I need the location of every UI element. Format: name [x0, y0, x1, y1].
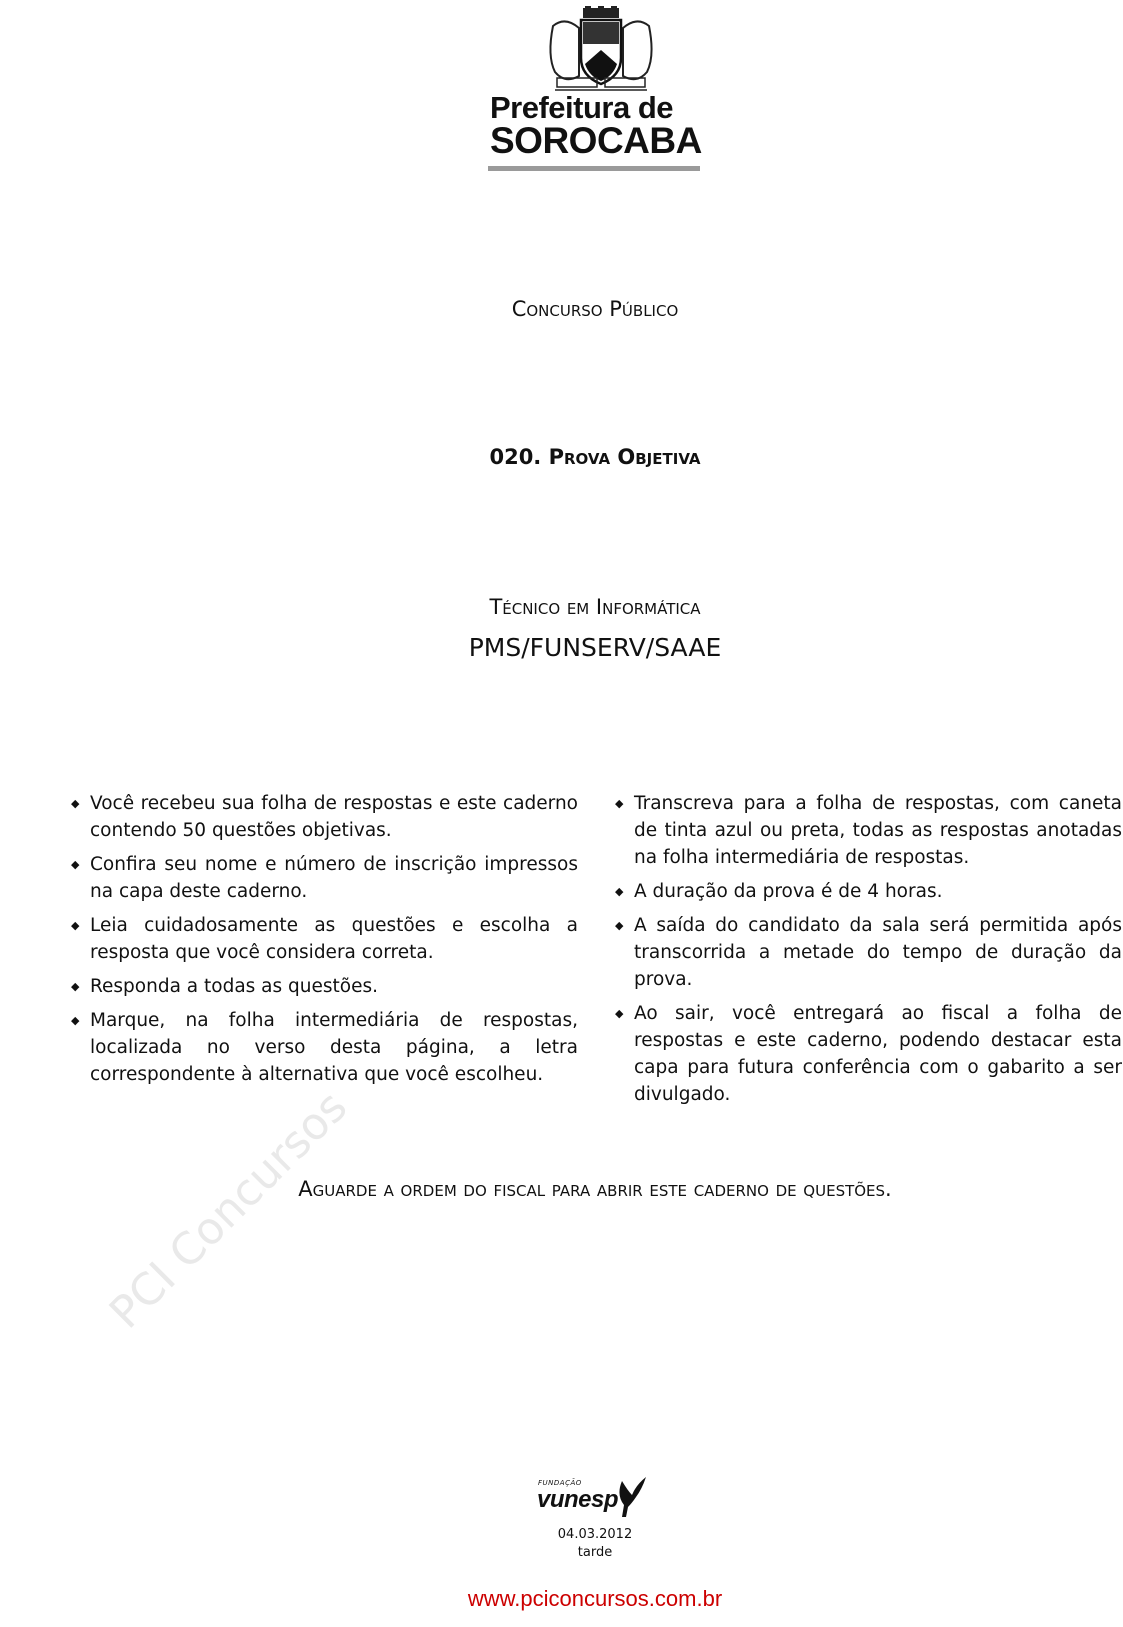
instruction-item: ◆ Responda a todas as questões. [68, 973, 578, 1000]
exam-type-heading: Concurso Público [511, 297, 679, 321]
bullet-icon: ◆ [615, 1007, 624, 1020]
bullet-icon: ◆ [615, 919, 624, 932]
instructions-left-column [68, 790, 578, 1095]
instruction-item: ◆ A saída do candidato da sala será permitida após transcorrida a metade do tempo de duração da prova. [612, 912, 1122, 993]
bullet-icon: ◆ [615, 797, 624, 810]
vunesp-logo-text: vunesp [537, 1486, 619, 1513]
bullet-icon: ◆ [615, 885, 624, 898]
exam-title: 020. Prova Objetiva [489, 445, 701, 469]
instruction-item: ◆ Ao sair, você entregará ao fiscal a folha de respostas e este caderno, podendo destacar esta capa para futura conferência com o gabarito a ser divulgado. [612, 1000, 1122, 1108]
bullet-icon: ◆ [71, 980, 80, 993]
bullet-icon: ◆ [71, 797, 80, 810]
exam-date: 04.03.2012 [557, 1527, 633, 1542]
watermark-text: PCI Concursos [99, 1081, 358, 1339]
exam-period: tarde [577, 1545, 613, 1560]
bullet-icon: ◆ [71, 919, 80, 932]
website-link[interactable]: www.pciconcursos.com.br [467, 1586, 723, 1611]
job-title: Técnico em Informática [489, 595, 701, 619]
logo-title-line2: SOROCABA [490, 120, 702, 161]
coat-of-arms-icon [545, 6, 657, 98]
organization: PMS/FUNSERV/SAAE [468, 633, 722, 662]
bullet-icon: ◆ [71, 858, 80, 871]
instruction-item: ◆ Confira seu nome e número de inscrição impressos na capa deste caderno. [68, 851, 578, 905]
instruction-item: ◆ Você recebeu sua folha de respostas e este caderno contendo 50 questões objetivas. [68, 790, 578, 844]
foundation-label: FUNDAÇÃO [538, 1479, 582, 1487]
bullet-icon: ◆ [71, 1014, 80, 1027]
instruction-item: ◆ Transcreva para a folha de respostas, com caneta de tinta azul ou preta, todas as respostas anotadas na folha intermediária de respostas. [612, 790, 1122, 871]
instruction-item: ◆ Leia cuidadosamente as questões e escolha a resposta que você considera correta. [68, 912, 578, 966]
instruction-item: ◆ Marque, na folha intermediária de respostas, localizada no verso desta página, a letra correspondente à alternativa que você escolheu. [68, 1007, 578, 1088]
logo-underline [488, 166, 700, 171]
wait-notice: Aguarde a ordem do fiscal para abrir este caderno de questões. [298, 1177, 892, 1201]
instruction-item: ◆ A duração da prova é de 4 horas. [612, 878, 1122, 905]
instructions-right-column [612, 790, 1122, 1115]
logo-title-line1: Prefeitura de [490, 90, 674, 125]
